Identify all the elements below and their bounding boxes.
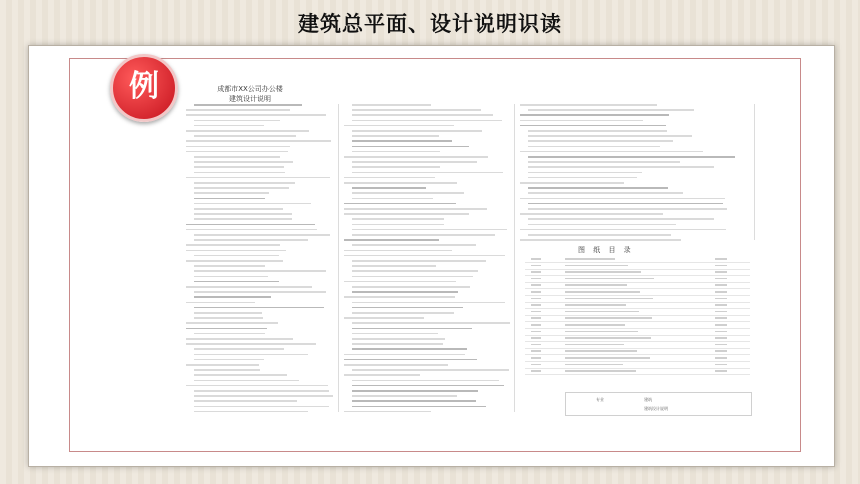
text-line	[194, 406, 329, 408]
catalog-cell	[531, 311, 541, 313]
text-line	[528, 224, 676, 226]
text-line	[528, 172, 642, 174]
text-line	[186, 229, 317, 231]
text-line	[352, 265, 436, 267]
catalog-cell	[565, 304, 626, 306]
text-line	[352, 109, 481, 111]
text-line	[186, 130, 309, 132]
text-line	[520, 229, 726, 231]
text-line	[186, 224, 315, 226]
text-line	[352, 198, 433, 200]
document-name: 建筑设计说明	[229, 95, 271, 103]
text-line	[352, 166, 440, 168]
text-line	[520, 104, 657, 106]
text-line	[352, 276, 473, 278]
text-line	[520, 213, 663, 215]
text-line	[344, 359, 477, 361]
catalog-cell	[531, 278, 541, 280]
catalog-cell	[531, 284, 541, 286]
catalog-cell	[565, 331, 638, 333]
catalog-cell	[531, 265, 541, 267]
catalog-cell	[715, 304, 727, 306]
document-header	[195, 84, 305, 104]
catalog-cell	[715, 357, 727, 359]
text-line	[352, 328, 472, 330]
text-line	[194, 296, 271, 298]
text-line	[194, 187, 289, 189]
text-line	[186, 109, 290, 111]
text-line	[528, 208, 727, 210]
text-line	[352, 104, 431, 106]
text-line	[352, 369, 509, 371]
text-line	[352, 120, 502, 122]
text-line	[194, 135, 296, 137]
text-line	[194, 390, 329, 392]
text-line	[344, 177, 435, 179]
text-line	[194, 213, 292, 215]
text-line	[352, 400, 476, 402]
catalog-cell	[715, 324, 727, 326]
text-line	[528, 218, 714, 220]
text-line	[186, 140, 331, 142]
text-line	[186, 151, 288, 153]
catalog-cell	[565, 291, 640, 293]
catalog-cell	[715, 291, 727, 293]
text-line	[194, 400, 297, 402]
text-line	[352, 385, 504, 387]
text-line	[186, 286, 312, 288]
text-line	[194, 161, 293, 163]
text-line	[186, 260, 283, 262]
catalog-cell	[565, 370, 636, 372]
catalog-table	[525, 256, 750, 376]
text-line	[344, 125, 454, 127]
text-line	[352, 322, 510, 324]
catalog-cell	[565, 271, 641, 273]
text-line	[344, 317, 424, 319]
catalog-cell	[531, 271, 541, 273]
text-line	[352, 229, 507, 231]
text-line	[186, 250, 286, 252]
catalog-cell	[715, 337, 727, 339]
catalog-cell	[531, 344, 541, 346]
text-line	[528, 130, 667, 132]
title-block	[565, 392, 752, 416]
text-line	[194, 208, 283, 210]
text-line	[194, 380, 299, 382]
catalog-cell	[565, 357, 650, 359]
text-line	[194, 333, 265, 335]
catalog-cell	[715, 311, 727, 313]
text-line	[528, 156, 735, 158]
text-line	[352, 260, 486, 262]
catalog-cell	[565, 350, 637, 352]
catalog-cell	[565, 284, 627, 286]
text-line	[528, 166, 714, 168]
catalog-cell	[565, 278, 654, 280]
catalog-cell	[531, 324, 541, 326]
text-line	[528, 234, 671, 236]
catalog-cell	[565, 311, 639, 313]
text-line	[352, 333, 438, 335]
title-block-label-a: 专业	[596, 397, 604, 402]
catalog-cell	[715, 265, 727, 267]
text-line	[194, 156, 280, 158]
text-line	[194, 307, 324, 309]
text-line	[352, 312, 454, 314]
text-line	[520, 239, 681, 241]
catalog-cell	[531, 350, 541, 352]
text-line	[194, 203, 311, 205]
text-line	[194, 104, 302, 106]
text-line	[194, 411, 308, 413]
catalog-cell	[715, 284, 727, 286]
catalog-cell	[531, 298, 541, 300]
text-line	[194, 172, 285, 174]
project-name: 成都市XX公司办公楼	[217, 85, 283, 93]
catalog-cell	[715, 364, 727, 366]
text-line	[194, 192, 269, 194]
text-line	[528, 203, 723, 205]
text-line	[344, 203, 456, 205]
text-line	[352, 114, 493, 116]
text-line	[194, 369, 260, 371]
text-line	[352, 151, 440, 153]
title-block-value-b: 建筑设计说明	[644, 406, 668, 411]
catalog-cell	[531, 304, 541, 306]
text-line	[520, 198, 725, 200]
text-line	[194, 317, 263, 319]
example-badge: 例	[110, 54, 178, 122]
catalog-cell	[715, 350, 727, 352]
text-line	[344, 364, 448, 366]
text-line	[352, 130, 482, 132]
text-line	[194, 182, 295, 184]
text-line	[194, 348, 284, 350]
text-line	[186, 364, 259, 366]
text-line	[344, 354, 465, 356]
text-line	[352, 187, 426, 189]
text-line	[186, 146, 290, 148]
catalog-cell	[531, 331, 541, 333]
text-line	[194, 359, 264, 361]
text-line	[352, 270, 478, 272]
text-line	[186, 385, 328, 387]
text-line	[344, 250, 452, 252]
text-line	[352, 286, 470, 288]
text-line	[194, 265, 265, 267]
catalog-cell	[715, 278, 727, 280]
catalog-cell	[565, 324, 625, 326]
text-line	[186, 302, 255, 304]
text-line	[186, 338, 293, 340]
catalog-cell	[531, 370, 541, 372]
column-divider	[338, 104, 339, 412]
text-line	[194, 125, 264, 127]
catalog-cell	[715, 258, 727, 260]
catalog-cell	[715, 271, 727, 273]
text-line	[352, 135, 439, 137]
text-line	[352, 234, 495, 236]
text-line	[344, 374, 420, 376]
catalog-cell	[565, 364, 623, 366]
text-line	[194, 312, 262, 314]
text-line	[528, 109, 694, 111]
text-line	[352, 161, 477, 163]
text-line	[352, 390, 478, 392]
catalog-cell	[715, 344, 727, 346]
text-line	[352, 172, 503, 174]
text-line	[352, 146, 469, 148]
text-line	[352, 395, 457, 397]
text-line	[194, 255, 279, 257]
text-line	[528, 187, 668, 189]
text-line	[194, 374, 287, 376]
catalog-cell	[531, 291, 541, 293]
text-line	[344, 239, 439, 241]
column-divider	[514, 104, 515, 412]
text-line	[520, 125, 666, 127]
text-line	[194, 291, 326, 293]
catalog-cell	[531, 258, 541, 260]
text-line	[352, 291, 458, 293]
text-line	[520, 114, 669, 116]
text-line	[520, 120, 643, 122]
text-line	[186, 328, 267, 330]
text-line	[352, 406, 486, 408]
text-line	[352, 338, 445, 340]
catalog-cell	[565, 337, 651, 339]
text-line	[186, 114, 326, 116]
catalog-cell	[565, 258, 615, 260]
text-line	[528, 161, 680, 163]
catalog-cell	[565, 265, 628, 267]
text-line	[194, 234, 330, 236]
text-line	[194, 395, 333, 397]
catalog-cell	[715, 298, 727, 300]
text-line	[528, 135, 692, 137]
text-line	[344, 255, 505, 257]
text-line	[528, 177, 637, 179]
catalog-cell	[565, 298, 653, 300]
text-line	[528, 146, 660, 148]
catalog-cell	[531, 317, 541, 319]
text-line	[352, 380, 499, 382]
catalog-cell	[531, 357, 541, 359]
text-line	[528, 140, 673, 142]
catalog-cell	[531, 364, 541, 366]
text-line	[352, 244, 476, 246]
text-line	[352, 224, 444, 226]
text-line	[520, 151, 703, 153]
text-line	[352, 140, 452, 142]
text-line	[344, 182, 457, 184]
catalog-cell	[565, 344, 624, 346]
catalog-cell	[715, 331, 727, 333]
catalog-cell	[531, 337, 541, 339]
text-line	[528, 192, 683, 194]
text-line	[194, 120, 280, 122]
text-line	[344, 296, 455, 298]
text-line	[186, 244, 280, 246]
text-line	[344, 411, 431, 413]
text-line	[186, 322, 278, 324]
text-line	[194, 276, 268, 278]
title-block-value-a: 建筑	[644, 397, 652, 402]
text-line	[186, 343, 316, 345]
text-line	[352, 302, 505, 304]
column-divider	[754, 104, 755, 240]
text-line	[194, 270, 326, 272]
catalog-title: 图 纸 目 录	[578, 246, 634, 254]
text-line	[352, 348, 467, 350]
text-line	[194, 218, 292, 220]
catalog-cell	[715, 370, 727, 372]
text-line	[194, 198, 265, 200]
text-line	[352, 218, 444, 220]
text-line	[344, 156, 488, 158]
text-line	[194, 166, 284, 168]
text-line	[194, 239, 308, 241]
text-line	[186, 177, 330, 179]
catalog-row	[525, 368, 750, 375]
text-line	[194, 354, 308, 356]
text-line	[344, 208, 487, 210]
text-line	[194, 281, 279, 283]
text-line	[520, 182, 624, 184]
slide-title: 建筑总平面、设计说明识读	[298, 12, 562, 36]
catalog-cell	[715, 317, 727, 319]
catalog-cell	[565, 317, 652, 319]
text-line	[344, 281, 456, 283]
text-line	[352, 192, 464, 194]
text-line	[352, 307, 463, 309]
text-line	[352, 343, 443, 345]
text-line	[344, 213, 469, 215]
